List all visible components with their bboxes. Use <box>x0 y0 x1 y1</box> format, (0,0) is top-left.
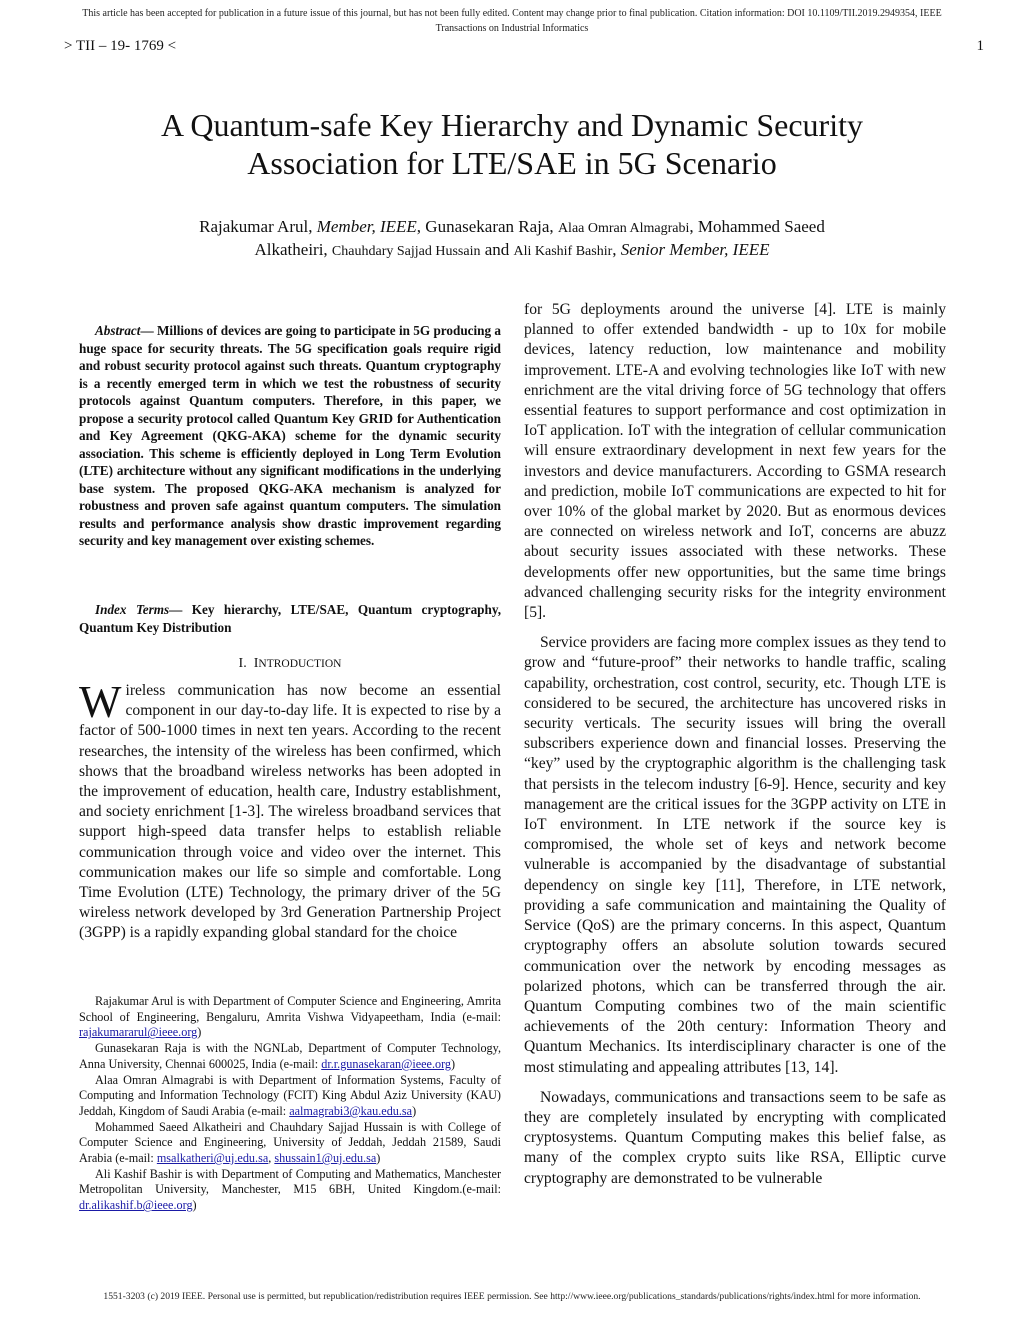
paper-title <box>0 106 1024 182</box>
author-separator: and <box>480 240 514 259</box>
email-link[interactable]: msalkatheri@uj.edu.sa <box>156 1151 269 1166</box>
footnote <box>79 1120 501 1167</box>
banner-line-2: Transactions on Industrial Informatics <box>435 23 589 34</box>
email-link[interactable]: aalmagrabi3@kau.edu.sa <box>289 1103 413 1118</box>
author-name: Rajakumar Arul, <box>199 217 317 236</box>
section-heading-introduction <box>79 656 501 672</box>
footnote-text: Alaa Omran Almagrabi is with Department of Information Systems, Faculty of Computing and Information Technology (FCIT) King Abdul Aziz University (KAU) Jeddah, Kingdom of Saudi Arabia (e-mail: <box>79 1072 501 1118</box>
copyright-footer: 1551-3203 (c) 2019 IEEE. Personal use is permitted, but republication/redistribution requires IEEE permission. See http://www.ieee.org/publications_standards/publications/rights/index.html for more information. <box>103 1291 921 1302</box>
paragraph: Service providers are facing more complex issues as they tend to grow and “future-proof” their networks to handle traffic, scaling capability, orchestration, cost control, security, etc. Though LTE is considered to be secured, the architecture has uncovered risks in security verticals. The security issues will bring the overall subscribers experience down and financial losses. Preserving the “key” used by the cryptographic algorithm is the challenging task that persists in the telecom industry [6-9]. Hence, security and key management are the critical issues for the 3GPP activity on LTE in IoT environment. In LTE network if the source key is compromised, the whole set of keys and network become vulnerable is accompanied by the disadvantage of substantial dependency on single key [11], Therefore, in LTE network, providing a safe communication and maintaining the Quality of Service (QoS) are the primary concerns. In this aspect, Quantum cryptography offers an absolute solution towards secured communication over the network by encoding messages as polarized photons, which can be transferred through the air. Quantum Computing combines two of the main scientific achievements of the 20th century: Information Theory and Quantum Mechanics. Its interdisciplinary character is one of the most stimulating and appealing attributes [13, 14]. <box>524 634 946 1076</box>
manuscript-id: > TII – 19- 1769 < <box>64 38 177 54</box>
footnote <box>79 994 501 1041</box>
author-name: , Gunasekaran Raja, <box>416 217 558 236</box>
author-role: Member, IEEE <box>316 217 417 236</box>
author-name: Alkatheiri, <box>254 240 332 259</box>
index-terms-dash: — <box>169 602 192 617</box>
index-terms-label: Index Terms <box>95 602 170 617</box>
email-link[interactable]: dr.r.gunasekaran@ieee.org <box>321 1056 452 1071</box>
footnote-text: Mohammed Saeed Alkatheiri and Chauhdary Sajjad Hussain is with College of Computer Science and Engineering, University of Jeddah, Jeddah 21589, Saudi Arabia (e-mail: <box>79 1119 501 1166</box>
drop-cap: W <box>79 677 122 727</box>
email-link[interactable]: rajakumararul@ieee.org <box>79 1025 198 1040</box>
paragraph: Nowadays, communications and transactions seem to be safe as they are completely insulated by encrypting with complicated cryptosystems. Quantum Computing makes this belief false, as many of the complex crypto suits like RSA, Elliptic curve cryptography are demonstrated to be vulnerable <box>524 1088 946 1187</box>
email-link[interactable]: shussain1@uj.edu.sa <box>274 1151 377 1166</box>
footnote-text: Gunasekaran Raja is with the NGNLab, Department of Computer Technology, Anna University, Chennai 600025, India (e-mail: <box>79 1041 501 1071</box>
author-name: , Mohammed Saeed <box>689 217 825 236</box>
author-name: Alaa Omran Almagrabi <box>557 221 690 236</box>
footnote-tail: ) <box>412 1103 417 1118</box>
authors-line-1 <box>0 216 1024 239</box>
footnote-text: Ali Kashif Bashir is with Department of Computing and Mathematics, Manchester Metropolitan University, Manchester, M15 6BH, United Kingdom.(e-mail: <box>79 1166 501 1197</box>
paragraph: for 5G deployments around the universe [4]. LTE is mainly planned to offer extended bandwidth - up to 10x for mobile devices, latency reduction, low maintenance and mobility improvement. LTE-A and evolving technologies like IoT with new enrichment are the vital driving force of 5G technology that offers essential features to support performance and cost optimization in IoT application. IoT with the integration of cellular communication will ensure extraordinary development in next few years for the investors and device manufacturers. According to GSMA research and prediction, mobile IoT communications are expected to hit for over 10% of the global market by 2020. But as enormous devices are connected on wireless network and IoT, concerns are abuzz about security issues associated with these networks. These developments offer new opportunities, but the same time brings advanced challenging security risks for the integrity environment [5]. <box>524 301 946 622</box>
footnote-sep: , <box>268 1151 275 1166</box>
authors-line-2 <box>0 239 1024 262</box>
title-line-1: A Quantum-safe Key Hierarchy and Dynamic Security <box>161 107 863 143</box>
index-terms-text: Key hierarchy, LTE/SAE, Quantum cryptography, Quantum Key Distribution <box>79 602 502 635</box>
index-terms <box>79 601 501 636</box>
introduction-paragraph <box>79 677 501 944</box>
page-number: 1 <box>976 38 984 54</box>
author-role: Senior Member, IEEE <box>620 240 770 259</box>
section-title-smallcaps: NTRODUCTION <box>258 658 342 670</box>
email-link[interactable]: dr.alikashif.b@ieee.org <box>79 1198 193 1213</box>
author-name: Chauhdary Sajjad Hussain <box>331 244 481 259</box>
running-head <box>64 38 984 55</box>
footnote <box>79 1167 501 1214</box>
publication-banner <box>0 6 1024 36</box>
abstract-text: Millions of devices are going to participate in 5G producing a huge space for security threats. The 5G specification goals require rigid and robust security protocol against such threats. Quantum cryptography is a recently emerged term in which we test the robustness of security protocols against Quantum computers. Therefore, in this paper, we propose a security protocol called Quantum Key GRID for Authentication and Key Agreement (QKG-AKA) scheme for the dynamic security association. This scheme is efficiently deployed in Long Term Evolution (LTE) architecture without any significant modifications in the underlying base system. The proposed QKG-AKA mechanism is analyzed for robustness and proven safe against quantum computers. The simulation results and performance analysis show drastic improvement regarding security and key management over existing schemes. <box>79 323 502 548</box>
footnote <box>79 1041 501 1072</box>
author-affiliations <box>79 994 501 1214</box>
section-number: I. <box>238 656 247 671</box>
abstract-label: Abstract <box>95 323 141 338</box>
footnote-tail: ) <box>192 1198 197 1213</box>
author-name: Ali Kashif Bashir <box>513 244 613 259</box>
footnote-tail: ) <box>376 1151 381 1166</box>
section-title: I <box>253 656 259 671</box>
banner-line-1: This article has been accepted for publication in a future issue of this journal, but has not been fully edited. Content may change prior to final publication. Citation information: DOI 10.1109/TII.2019.2949354, IEEE <box>82 8 942 19</box>
abstract-dash: — <box>140 323 157 338</box>
abstract <box>79 322 501 550</box>
author-list <box>0 216 1024 262</box>
footnote-tail: ) <box>451 1056 456 1071</box>
title-line-2: Association for LTE/SAE in 5G Scenario <box>247 145 777 181</box>
right-column <box>524 300 946 1189</box>
footnote <box>79 1073 501 1120</box>
footnote-text: Rajakumar Arul is with Department of Computer Science and Engineering, Amrita School of Engineering, Bengaluru, Amrita Vishwa Vidyapeetham, India (e-mail: <box>79 994 501 1024</box>
footnote-tail: ) <box>197 1025 202 1040</box>
author-separator: , <box>612 240 621 259</box>
paragraph-text: ireless communication has now become an essential component in our day-to-day life. It is expected to rise by a factor of 500-1000 times in next ten years. According to the recent researches, the intensity of the wireless has been confirmed, which shows that the broadband wireless networks has been adopted in the improvement of education, health care, Industry establishment, and society enrichment [1-3]. The wireless broadband services that support high-speed data transfer helps to establish reliable communication through voice and video over the internet. This communication makes our life so simple and comfortable. Long Time Evolution (LTE) Technology, the primary driver of the 5G wireless network developed by 3rd Generation Partnership Project (3GPP) is a rapidly expanding global standard for the choice <box>79 682 501 942</box>
